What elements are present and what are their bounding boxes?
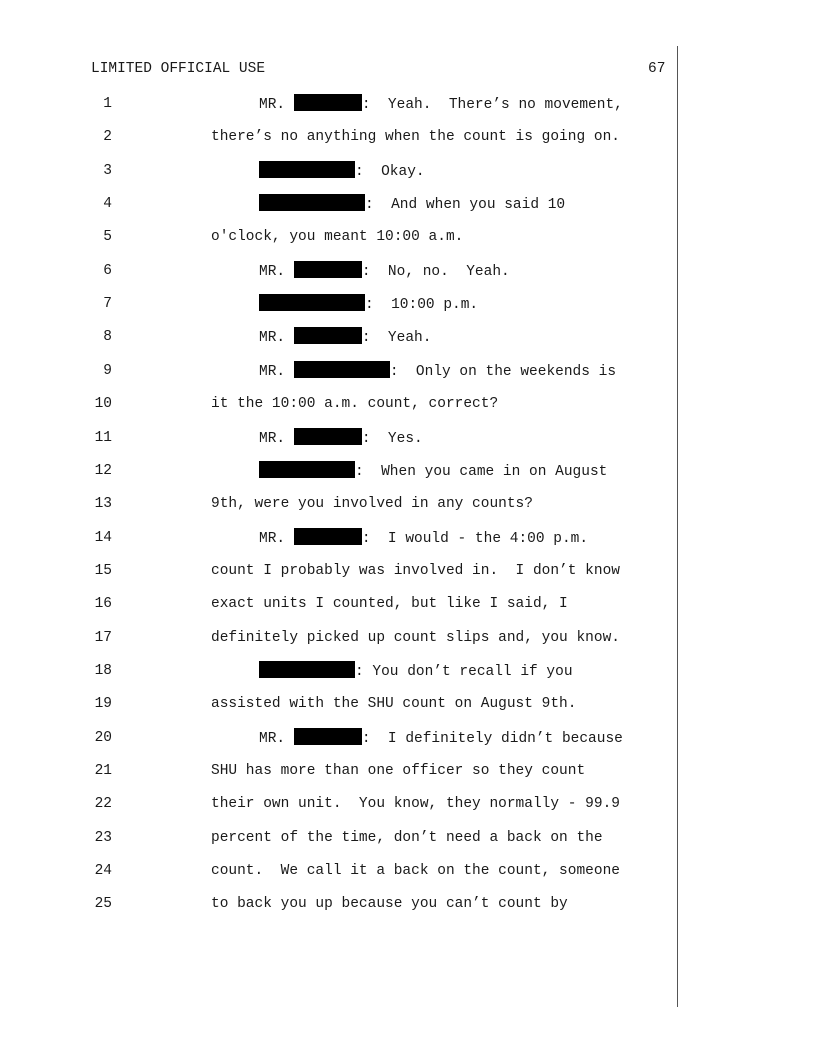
line-text bbox=[211, 794, 620, 814]
line-text-end: : I would - the 4:00 p.m. bbox=[361, 530, 589, 547]
line-text-start: MR. bbox=[259, 530, 294, 547]
transcript-line bbox=[82, 327, 672, 347]
line-text-start: MR. bbox=[259, 97, 294, 113]
line-text-start: SHU has more than one officer so they count bbox=[211, 763, 586, 779]
line-number: 16 bbox=[94, 596, 112, 613]
line-number: 2 bbox=[103, 129, 112, 146]
line-text bbox=[259, 728, 623, 749]
line-number: 18 bbox=[94, 662, 112, 679]
line-text bbox=[259, 461, 607, 482]
line-text bbox=[259, 327, 431, 348]
line-text-start: it the 10:00 a.m. count, correct? bbox=[211, 396, 499, 413]
line-text-start: o'clock, you meant 10:00 a.m. bbox=[211, 229, 464, 246]
line-text-start: exact units I counted, but like I said, I bbox=[211, 596, 568, 613]
redaction-box bbox=[294, 327, 362, 344]
transcript-line bbox=[82, 461, 672, 481]
redaction-box bbox=[294, 94, 362, 111]
line-text bbox=[211, 394, 498, 414]
line-text bbox=[259, 161, 425, 182]
line-text-start: MR. bbox=[259, 430, 294, 447]
line-text bbox=[211, 594, 568, 614]
transcript-line bbox=[82, 194, 672, 214]
line-text bbox=[259, 428, 423, 449]
line-text-start: there’s no anything when the count is going on. bbox=[211, 129, 620, 146]
line-text-end: : And when you said 10 bbox=[365, 197, 566, 214]
transcript-line bbox=[82, 694, 672, 714]
transcript-line bbox=[82, 628, 672, 648]
line-text-start: count. We call it a back on the count, someone bbox=[211, 863, 620, 880]
transcript-line bbox=[82, 294, 672, 314]
line-number: 24 bbox=[94, 863, 112, 880]
transcript-line bbox=[82, 761, 672, 781]
line-text bbox=[259, 528, 588, 549]
transcript-line bbox=[82, 127, 672, 147]
line-text bbox=[259, 661, 573, 682]
line-text bbox=[211, 227, 463, 247]
line-text-start: MR. bbox=[259, 263, 294, 280]
line-number: 22 bbox=[94, 796, 112, 813]
line-text bbox=[211, 561, 620, 581]
line-number: 4 bbox=[103, 196, 112, 213]
transcript-line bbox=[82, 227, 672, 247]
line-text bbox=[259, 361, 616, 382]
redaction-box bbox=[294, 428, 362, 445]
line-number: 20 bbox=[94, 729, 112, 746]
line-number: 21 bbox=[94, 763, 112, 779]
line-text bbox=[259, 294, 478, 315]
transcript-line bbox=[82, 861, 672, 881]
line-number: 8 bbox=[103, 329, 112, 346]
line-text-start: percent of the time, don’t need a back on the bbox=[211, 829, 603, 846]
line-text bbox=[211, 894, 568, 914]
transcript-line bbox=[82, 661, 672, 681]
line-text bbox=[211, 828, 603, 848]
redaction-box bbox=[259, 194, 365, 211]
line-number: 10 bbox=[94, 396, 112, 413]
line-number: 1 bbox=[103, 96, 112, 112]
transcript-line bbox=[82, 161, 672, 181]
line-text-end: : 10:00 p.m. bbox=[365, 297, 479, 314]
line-text-start: count I probably was involved in. I don’t know bbox=[211, 562, 620, 579]
redaction-box bbox=[294, 528, 362, 545]
redaction-box bbox=[294, 361, 390, 378]
line-number: 11 bbox=[94, 429, 112, 446]
line-number: 13 bbox=[94, 496, 112, 513]
transcript-line bbox=[82, 261, 672, 281]
line-text-start: 9th, were you involved in any counts? bbox=[211, 496, 533, 513]
line-text-end: : I definitely didn’t because bbox=[361, 730, 623, 747]
line-text-end: : You don’t recall if you bbox=[355, 663, 573, 680]
transcript-line bbox=[82, 494, 672, 514]
line-number: 7 bbox=[103, 296, 112, 313]
page-number: 67 bbox=[648, 61, 666, 77]
line-number: 3 bbox=[103, 162, 112, 179]
line-text bbox=[211, 761, 585, 781]
redaction-box bbox=[294, 261, 362, 278]
line-text-end: : Yeah. There’s no movement, bbox=[361, 97, 623, 113]
redaction-box bbox=[259, 661, 355, 678]
line-text-start: MR. bbox=[259, 730, 294, 747]
line-number: 6 bbox=[103, 262, 112, 279]
line-text-end: : When you came in on August bbox=[355, 463, 608, 480]
transcript-line bbox=[82, 828, 672, 848]
line-text-start: definitely picked up count slips and, you know. bbox=[211, 629, 620, 646]
line-text-end: : Only on the weekends is bbox=[389, 363, 617, 380]
line-text bbox=[211, 694, 576, 714]
line-number: 19 bbox=[94, 696, 112, 713]
line-text-start: MR. bbox=[259, 363, 294, 380]
line-text-start: MR. bbox=[259, 330, 294, 347]
line-text bbox=[211, 628, 620, 648]
transcript-line bbox=[82, 94, 672, 114]
line-text bbox=[259, 194, 565, 215]
redaction-box bbox=[294, 728, 362, 745]
transcript-line bbox=[82, 794, 672, 814]
right-margin-rule bbox=[677, 46, 678, 1007]
document-header-label: LIMITED OFFICIAL USE bbox=[91, 61, 266, 77]
line-text bbox=[259, 261, 510, 282]
line-text bbox=[211, 861, 620, 881]
line-number: 15 bbox=[94, 562, 112, 579]
line-text-start: to back you up because you can’t count by bbox=[211, 896, 568, 913]
transcript-line bbox=[82, 728, 672, 748]
line-number: 9 bbox=[103, 362, 112, 379]
transcript-line bbox=[82, 428, 672, 448]
redaction-box bbox=[259, 161, 355, 178]
line-text-end: : Okay. bbox=[355, 163, 425, 180]
line-number: 17 bbox=[94, 629, 112, 646]
redaction-box bbox=[259, 294, 365, 311]
line-text-start: their own unit. You know, they normally - 99.9 bbox=[211, 796, 620, 813]
transcript-line bbox=[82, 594, 672, 614]
line-number: 14 bbox=[94, 529, 112, 546]
transcript-line bbox=[82, 361, 672, 381]
transcript-line bbox=[82, 394, 672, 414]
line-text-start: assisted with the SHU count on August 9th. bbox=[211, 696, 577, 713]
line-number: 12 bbox=[94, 462, 112, 479]
redaction-box bbox=[259, 461, 355, 478]
line-text-end: : Yeah. bbox=[361, 330, 432, 347]
line-number: 25 bbox=[94, 896, 112, 913]
line-text bbox=[211, 127, 620, 147]
transcript-line bbox=[82, 561, 672, 581]
line-text-end: : Yes. bbox=[361, 430, 423, 447]
line-number: 5 bbox=[103, 229, 112, 246]
line-text bbox=[211, 494, 533, 514]
transcript-line bbox=[82, 894, 672, 914]
line-text-end: : No, no. Yeah. bbox=[361, 263, 510, 280]
transcript-line bbox=[82, 528, 672, 548]
line-text bbox=[259, 94, 623, 115]
line-number: 23 bbox=[94, 829, 112, 846]
